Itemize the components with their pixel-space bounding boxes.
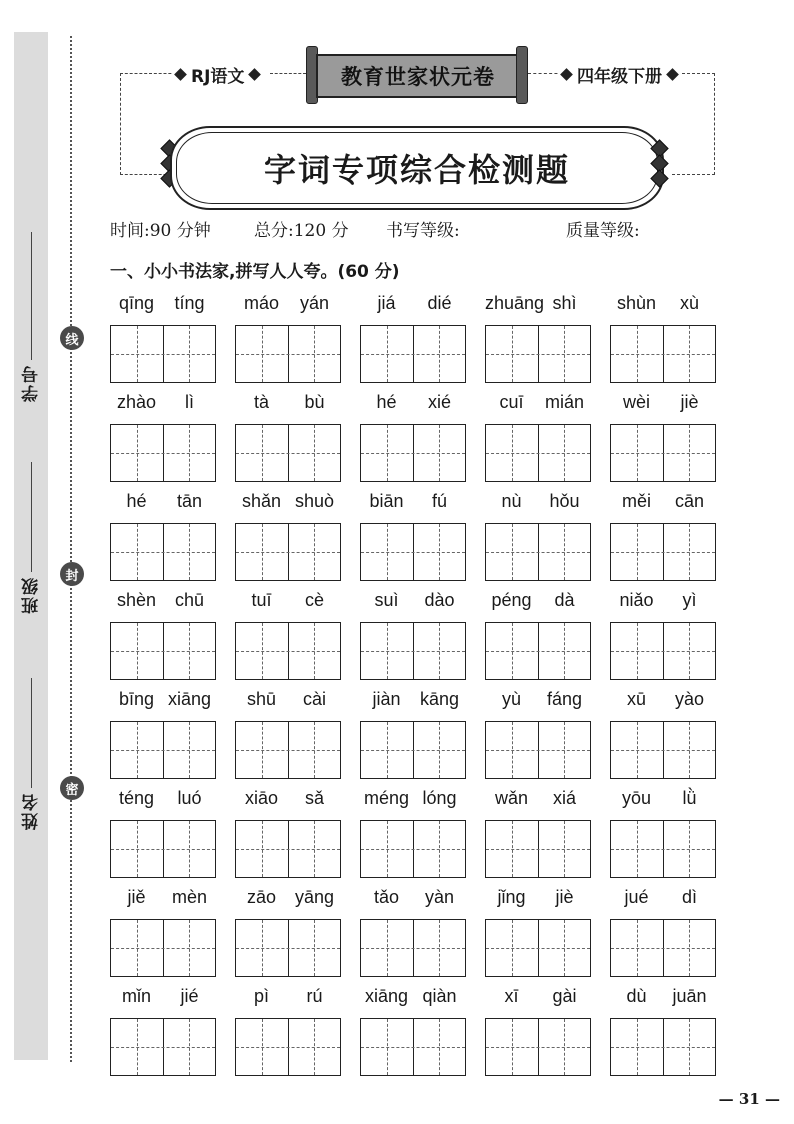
- class-label: 班级: [21, 576, 42, 614]
- pinyin-syllable: xiāo: [244, 788, 279, 808]
- pinyin-line: [610, 491, 716, 517]
- class-field: [14, 462, 48, 614]
- word-cell: [110, 788, 216, 878]
- pinyin-syllable: tǎo: [373, 887, 400, 907]
- subject-tag: [172, 62, 263, 87]
- tianzige-box[interactable]: [110, 622, 216, 680]
- pinyin-syllable: bīng: [118, 689, 155, 709]
- guide-line: [111, 750, 215, 751]
- pinyin-line: [110, 491, 216, 517]
- title-banner: [170, 126, 664, 210]
- pinyin-line: [485, 788, 591, 814]
- pinyin-syllable: jiè: [555, 887, 574, 907]
- word-cell: [360, 392, 466, 482]
- guide-line: [611, 552, 715, 553]
- diamond-icon: [249, 68, 262, 81]
- pinyin-syllable: hé: [376, 392, 397, 412]
- guide-line: [486, 849, 590, 850]
- pinyin-syllable: xiá: [552, 788, 576, 808]
- tianzige-box[interactable]: [610, 523, 716, 581]
- score-info: 总分:120 分: [254, 221, 349, 241]
- tianzige-box[interactable]: [485, 424, 591, 482]
- pinyin-syllable: hé: [126, 491, 147, 511]
- pinyin-syllable: jié: [180, 986, 199, 1006]
- guide-line: [611, 1047, 715, 1048]
- pinyin-line: [235, 689, 341, 715]
- word-cell: [235, 986, 341, 1076]
- pinyin-syllable: máo: [243, 293, 279, 313]
- tianzige-box[interactable]: [610, 424, 716, 482]
- student-id-field: [14, 232, 48, 402]
- name-field: [14, 678, 48, 830]
- guide-line: [486, 750, 590, 751]
- tianzige-box[interactable]: [235, 721, 341, 779]
- pinyin-line: [485, 986, 591, 1012]
- word-cell: [485, 293, 591, 383]
- guide-line: [486, 453, 590, 454]
- pinyin-syllable: měi: [621, 491, 651, 511]
- guide-line: [361, 651, 465, 652]
- pinyin-syllable: xù: [679, 293, 699, 313]
- word-cell: [235, 788, 341, 878]
- pinyin-line: [610, 689, 716, 715]
- pinyin-line: [360, 392, 466, 418]
- pinyin-syllable: xiāng: [364, 986, 409, 1006]
- pinyin-line: [235, 491, 341, 517]
- pinyin-syllable: jué: [624, 887, 649, 907]
- tianzige-box[interactable]: [110, 820, 216, 878]
- guide-line: [111, 354, 215, 355]
- pinyin-syllable: jiá: [377, 293, 396, 313]
- word-cell: [485, 590, 591, 680]
- tianzige-box[interactable]: [235, 1018, 341, 1076]
- word-cell: [235, 293, 341, 383]
- tianzige-box[interactable]: [235, 919, 341, 977]
- pinyin-line: [235, 986, 341, 1012]
- pinyin-syllable: lóng: [422, 788, 457, 808]
- student-id-line: [31, 232, 32, 360]
- pinyin-syllable: fáng: [546, 689, 583, 709]
- pinyin-line: [235, 392, 341, 418]
- word-cell: [485, 986, 591, 1076]
- guide-line: [486, 552, 590, 553]
- tianzige-box[interactable]: [485, 622, 591, 680]
- word-cell: [110, 293, 216, 383]
- pinyin-syllable: dà: [554, 590, 575, 610]
- series-box: [316, 54, 520, 98]
- pinyin-syllable: zhào: [116, 392, 157, 412]
- word-cell: [360, 887, 466, 977]
- pinyin-syllable: tíng: [174, 293, 205, 313]
- pinyin-syllable: shì: [552, 293, 577, 313]
- pinyin-line: [485, 293, 591, 319]
- pinyin-line: [485, 887, 591, 913]
- word-cell: [110, 590, 216, 680]
- quality-grade: 质量等级:: [566, 221, 640, 241]
- guide-line: [361, 849, 465, 850]
- right-diamond-stack: [653, 142, 666, 185]
- word-cell: [485, 392, 591, 482]
- pinyin-syllable: jiè: [680, 392, 699, 412]
- word-cell: [110, 392, 216, 482]
- pinyin-syllable: bù: [304, 392, 325, 412]
- word-cell: [235, 689, 341, 779]
- pinyin-syllable: kāng: [419, 689, 460, 709]
- pinyin-syllable: dié: [427, 293, 452, 313]
- pinyin-line: [610, 986, 716, 1012]
- guide-line: [111, 1047, 215, 1048]
- word-cell: [110, 986, 216, 1076]
- pinyin-syllable: shèn: [116, 590, 157, 610]
- guide-line: [111, 651, 215, 652]
- pinyin-line: [235, 887, 341, 913]
- pinyin-syllable: yán: [299, 293, 330, 313]
- pinyin-line: [360, 788, 466, 814]
- word-cell: [610, 887, 716, 977]
- word-cell: [610, 689, 716, 779]
- tianzige-box[interactable]: [110, 325, 216, 383]
- pinyin-syllable: mǐn: [121, 986, 151, 1006]
- tianzige-box[interactable]: [360, 919, 466, 977]
- pinyin-syllable: pì: [253, 986, 269, 1006]
- pinyin-syllable: rú: [306, 986, 323, 1006]
- pinyin-syllable: qīng: [118, 293, 155, 313]
- word-cell: [235, 590, 341, 680]
- pinyin-syllable: cài: [302, 689, 326, 709]
- tianzige-box[interactable]: [610, 721, 716, 779]
- guide-line: [236, 849, 340, 850]
- page-header: [0, 0, 794, 200]
- word-cell: [360, 491, 466, 581]
- pinyin-syllable: shǎn: [241, 491, 282, 511]
- pinyin-syllable: juān: [672, 986, 707, 1006]
- pinyin-syllable: yàn: [424, 887, 455, 907]
- pinyin-syllable: fú: [431, 491, 447, 511]
- pinyin-syllable: cuī: [499, 392, 524, 412]
- diamond-icon: [174, 68, 187, 81]
- subject-label: RJ语文: [191, 67, 245, 87]
- pinyin-syllable: lǜ: [682, 788, 697, 808]
- name-label: 姓名: [21, 792, 42, 830]
- name-line: [31, 678, 32, 788]
- guide-line: [486, 1047, 590, 1048]
- word-cell: [610, 788, 716, 878]
- pinyin-syllable: tà: [253, 392, 269, 412]
- word-cell: [235, 887, 341, 977]
- tianzige-box[interactable]: [360, 820, 466, 878]
- class-line: [31, 462, 32, 572]
- diamond-icon: [650, 169, 668, 187]
- word-cell: [610, 392, 716, 482]
- diamond-icon: [666, 68, 679, 81]
- pinyin-syllable: wǎn: [494, 788, 529, 808]
- tianzige-box[interactable]: [235, 424, 341, 482]
- pinyin-line: [110, 986, 216, 1012]
- tianzige-box[interactable]: [610, 1018, 716, 1076]
- guide-line: [361, 552, 465, 553]
- pinyin-line: [610, 392, 716, 418]
- pinyin-line: [110, 887, 216, 913]
- guide-line: [486, 948, 590, 949]
- tianzige-box[interactable]: [110, 523, 216, 581]
- word-cell: [110, 491, 216, 581]
- pinyin-line: [485, 392, 591, 418]
- word-cell: [485, 788, 591, 878]
- diamond-icon: [560, 68, 573, 81]
- tianzige-box[interactable]: [235, 523, 341, 581]
- guide-line: [236, 1047, 340, 1048]
- guide-line: [111, 948, 215, 949]
- pinyin-syllable: lì: [185, 392, 194, 412]
- guide-line: [236, 750, 340, 751]
- pinyin-syllable: shuò: [294, 491, 335, 511]
- pinyin-line: [110, 293, 216, 319]
- pinyin-syllable: péng: [491, 590, 532, 610]
- pinyin-line: [360, 689, 466, 715]
- pinyin-line: [110, 590, 216, 616]
- guide-line: [611, 651, 715, 652]
- tianzige-box[interactable]: [235, 325, 341, 383]
- tianzige-box[interactable]: [485, 919, 591, 977]
- pinyin-line: [360, 887, 466, 913]
- pinyin-syllable: xié: [427, 392, 451, 412]
- pinyin-syllable: zāo: [246, 887, 277, 907]
- tianzige-box[interactable]: [360, 523, 466, 581]
- pinyin-syllable: jǐng: [497, 887, 526, 907]
- guide-line: [361, 948, 465, 949]
- word-cell: [360, 293, 466, 383]
- guide-line: [236, 552, 340, 553]
- pinyin-line: [485, 590, 591, 616]
- pinyin-syllable: tān: [176, 491, 203, 511]
- pinyin-syllable: sǎ: [304, 788, 324, 808]
- tianzige-box[interactable]: [110, 721, 216, 779]
- guide-line: [111, 453, 215, 454]
- pinyin-line: [360, 986, 466, 1012]
- pinyin-syllable: biān: [369, 491, 404, 511]
- pinyin-syllable: jiàn: [372, 689, 401, 709]
- word-cell: [235, 491, 341, 581]
- guide-line: [361, 453, 465, 454]
- pinyin-syllable: nù: [501, 491, 522, 511]
- pinyin-syllable: xī: [504, 986, 519, 1006]
- guide-line: [361, 354, 465, 355]
- word-cell: [110, 887, 216, 977]
- seal-secret-mark: 密: [60, 776, 84, 800]
- pinyin-line: [235, 293, 341, 319]
- pinyin-line: [610, 788, 716, 814]
- pinyin-syllable: qiàn: [422, 986, 457, 1006]
- pinyin-line: [360, 293, 466, 319]
- grade-tag: [558, 62, 681, 87]
- pinyin-syllable: xiāng: [167, 689, 212, 709]
- pinyin-syllable: yì: [682, 590, 697, 610]
- pinyin-syllable: cān: [674, 491, 705, 511]
- pinyin-syllable: wèi: [622, 392, 650, 412]
- pinyin-line: [360, 491, 466, 517]
- pinyin-syllable: mèn: [171, 887, 207, 907]
- guide-line: [611, 453, 715, 454]
- word-cell: [610, 293, 716, 383]
- seal-seal-mark: 封: [60, 562, 84, 586]
- guide-line: [486, 651, 590, 652]
- writing-grade: 书写等级:: [386, 221, 460, 241]
- seal-line-mark: 线: [60, 326, 84, 350]
- pinyin-syllable: niǎo: [619, 590, 654, 610]
- time-info: 时间:90 分钟: [110, 221, 211, 241]
- pinyin-line: [485, 689, 591, 715]
- tianzige-box[interactable]: [235, 820, 341, 878]
- pinyin-syllable: suì: [374, 590, 399, 610]
- tianzige-box[interactable]: [360, 1018, 466, 1076]
- pinyin-syllable: méng: [363, 788, 410, 808]
- guide-line: [111, 849, 215, 850]
- pinyin-line: [235, 590, 341, 616]
- tianzige-box[interactable]: [360, 325, 466, 383]
- guide-line: [236, 651, 340, 652]
- pinyin-syllable: jiě: [127, 887, 146, 907]
- tianzige-box[interactable]: [485, 721, 591, 779]
- word-cell: [610, 986, 716, 1076]
- pinyin-syllable: cè: [304, 590, 324, 610]
- section-title: 一、小小书法家,拼写人人夸。(60 分): [110, 262, 400, 282]
- exam-info: [110, 216, 670, 242]
- pinyin-syllable: téng: [118, 788, 155, 808]
- pinyin-syllable: shū: [246, 689, 277, 709]
- pinyin-syllable: xū: [626, 689, 646, 709]
- tianzige-box[interactable]: [485, 820, 591, 878]
- tianzige-box[interactable]: [610, 820, 716, 878]
- pinyin-syllable: yù: [501, 689, 521, 709]
- word-cell: [110, 689, 216, 779]
- word-cell: [235, 392, 341, 482]
- guide-line: [236, 453, 340, 454]
- guide-line: [611, 849, 715, 850]
- tianzige-box[interactable]: [360, 721, 466, 779]
- tianzige-box[interactable]: [360, 622, 466, 680]
- tianzige-box[interactable]: [610, 325, 716, 383]
- pinyin-syllable: hǒu: [549, 491, 580, 511]
- word-cell: [485, 887, 591, 977]
- tianzige-box[interactable]: [110, 424, 216, 482]
- student-id-label: 学号: [21, 364, 42, 402]
- grade-label: 四年级下册: [577, 67, 662, 87]
- pinyin-syllable: yāng: [294, 887, 335, 907]
- pinyin-syllable: dù: [626, 986, 647, 1006]
- guide-line: [611, 750, 715, 751]
- pinyin-line: [610, 293, 716, 319]
- tianzige-box[interactable]: [110, 919, 216, 977]
- word-cell: [360, 986, 466, 1076]
- guide-line: [361, 750, 465, 751]
- pinyin-syllable: gài: [552, 986, 577, 1006]
- left-connector: [270, 73, 306, 74]
- pinyin-line: [235, 788, 341, 814]
- tianzige-box[interactable]: [235, 622, 341, 680]
- page-title: 字词专项综合检测题: [263, 151, 570, 189]
- tianzige-box[interactable]: [360, 424, 466, 482]
- series-title: 教育世家状元卷: [341, 65, 495, 89]
- word-cell: [610, 491, 716, 581]
- pinyin-syllable: chū: [174, 590, 205, 610]
- word-cell: [360, 689, 466, 779]
- word-cell: [360, 788, 466, 878]
- scroll-roll-right: [516, 46, 528, 104]
- tianzige-box[interactable]: [485, 1018, 591, 1076]
- pinyin-syllable: dì: [681, 887, 697, 907]
- pinyin-line: [110, 392, 216, 418]
- tianzige-box[interactable]: [610, 622, 716, 680]
- tianzige-box[interactable]: [485, 325, 591, 383]
- word-cell: [485, 689, 591, 779]
- pinyin-syllable: mián: [544, 392, 584, 412]
- word-cell: [360, 590, 466, 680]
- pinyin-line: [610, 887, 716, 913]
- pinyin-line: [485, 491, 591, 517]
- tianzige-box[interactable]: [485, 523, 591, 581]
- guide-line: [236, 948, 340, 949]
- page-number: — 31 —: [718, 1090, 780, 1108]
- pinyin-syllable: tuī: [251, 590, 272, 610]
- pinyin-line: [610, 590, 716, 616]
- guide-line: [486, 354, 590, 355]
- guide-line: [611, 354, 715, 355]
- guide-line: [111, 552, 215, 553]
- guide-line: [236, 354, 340, 355]
- tianzige-box[interactable]: [610, 919, 716, 977]
- pinyin-syllable: luó: [177, 788, 202, 808]
- pinyin-syllable: shùn: [616, 293, 657, 313]
- guide-line: [611, 948, 715, 949]
- word-cell: [610, 590, 716, 680]
- pinyin-syllable: dào: [424, 590, 455, 610]
- word-cell: [485, 491, 591, 581]
- right-bracket: [672, 73, 715, 175]
- series-scroll: [306, 46, 528, 102]
- pinyin-line: [110, 788, 216, 814]
- pinyin-syllable: yào: [674, 689, 705, 709]
- pinyin-syllable: yōu: [621, 788, 652, 808]
- pinyin-line: [360, 590, 466, 616]
- pinyin-line: [110, 689, 216, 715]
- tianzige-box[interactable]: [110, 1018, 216, 1076]
- guide-line: [361, 1047, 465, 1048]
- pinyin-syllable: zhuāng: [485, 293, 545, 313]
